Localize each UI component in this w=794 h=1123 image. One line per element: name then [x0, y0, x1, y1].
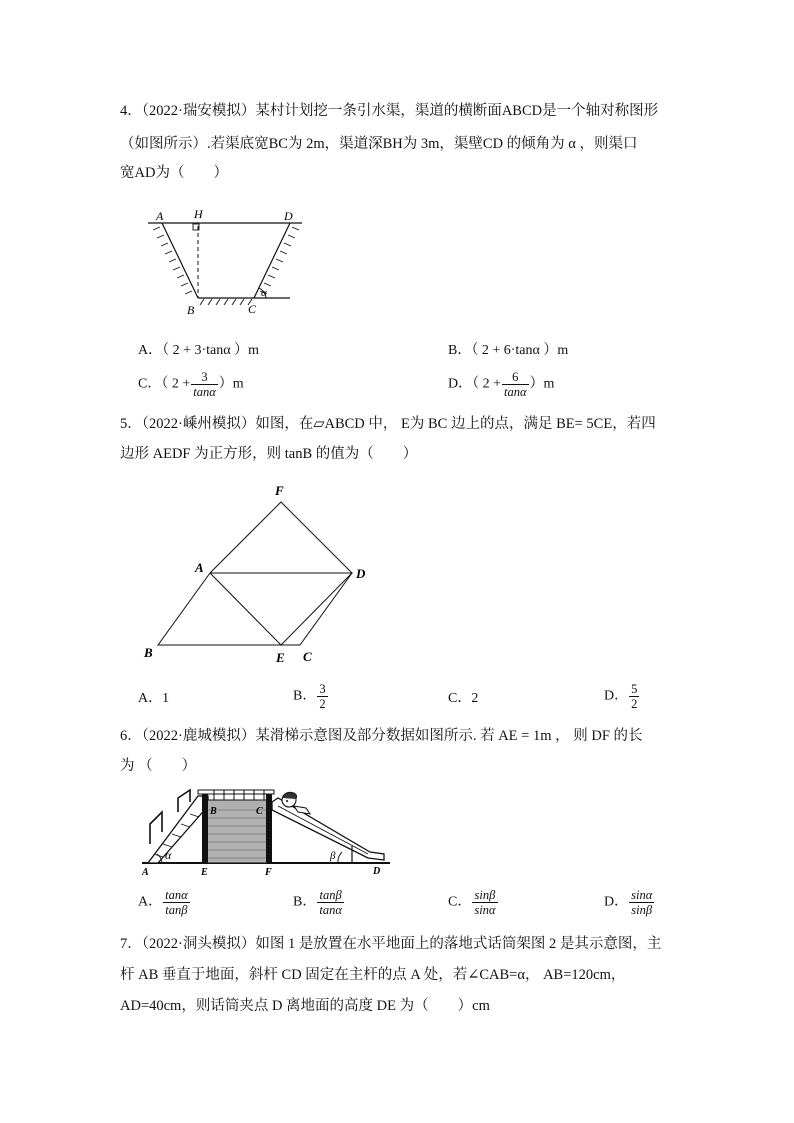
q6-option-b-prefix: B． — [293, 894, 317, 910]
q5-option-c[interactable]: C．2 — [448, 691, 479, 706]
q5-label-E: E — [276, 650, 285, 665]
q4-option-c-fraction: $\frac{3}{\tan\alpha}$ — [193, 370, 216, 399]
q4-stem-line-2: （如图所示）.若渠底宽BC为 2m，渠道深BH为 3m，渠壁CD 的倾角为 α ，则渠口 — [120, 136, 638, 152]
q5-parallelogram-figure — [138, 478, 378, 668]
q5-label-B: B — [144, 645, 153, 660]
q5-stem-line-2: 边形 AEDF 为正方形，则 tanB 的值为（ ） — [120, 446, 418, 462]
q4-wall-AB — [162, 223, 198, 298]
q5-option-b[interactable] — [293, 682, 329, 711]
q4-option-d-suffix: ）m — [529, 376, 555, 392]
q4-option-c[interactable] — [138, 370, 244, 399]
q6-option-b[interactable] — [293, 888, 345, 917]
q6-option-a-fraction: $\frac{\tan\alpha}{\tan\beta}$ — [165, 888, 188, 917]
q6-option-b-fraction: $\frac{\tan\beta}{\tan\alpha}$ — [319, 888, 342, 917]
q5-label-D: D — [356, 566, 366, 581]
q5-option-d-prefix: D． — [604, 688, 629, 704]
q4-option-c-prefix: C．（ 2 + — [138, 376, 191, 392]
q5-option-d[interactable] — [604, 682, 640, 711]
q4-label-A: A — [156, 209, 164, 223]
q6-label-E: E — [201, 867, 208, 878]
q5-option-a[interactable]: A．1 — [138, 691, 170, 706]
q6-option-a-prefix: A． — [138, 894, 163, 910]
q7-stem-line-2: 杆 AB 垂直于地面，斜杆 CD 固定在主杆的点 A 处，若∠CAB=α， AB=120cm， — [120, 967, 626, 983]
q4-label-D: D — [284, 209, 293, 223]
q5-stem-line-1: 5．（2022·嵊州模拟）如图，在▱ABCD 中， E为 BC 边上的点，满足 BE= 5CE，若四 — [120, 416, 656, 432]
q4-option-d[interactable] — [448, 370, 554, 399]
q6-label-beta: β — [330, 850, 336, 862]
q6-label-C: C — [256, 806, 263, 817]
q4-wall-CD — [254, 223, 290, 298]
q6-label-F: F — [265, 867, 272, 878]
q5-label-A: A — [195, 560, 204, 575]
q4-label-C: C — [248, 302, 257, 316]
q4-option-d-prefix: D．（ 2 + — [448, 376, 502, 392]
q6-option-c-prefix: C． — [448, 894, 472, 910]
q6-option-c-fraction: $\frac{\sin\beta}{\sin\alpha}$ — [474, 888, 496, 917]
q5-option-d-fraction: $\frac{5}{2}$ — [631, 682, 638, 711]
q6-stem-line-1: 6．（2022·鹿城模拟）某滑梯示意图及部分数据如图所示. 若 AE = 1m ， 则 DF 的长 — [120, 728, 643, 744]
q5-option-b-prefix: B． — [293, 688, 317, 704]
q6-label-A: A — [142, 867, 149, 878]
q7-stem-line-3: AD=40cm，则话筒夹点 D 离地面的高度 DE 为（ ）cm — [120, 998, 490, 1014]
q4-option-d-fraction: $\frac{6}{\tan\alpha}$ — [504, 370, 527, 399]
q6-label-B: B — [210, 806, 217, 817]
q4-label-B: B — [187, 303, 195, 317]
q5-option-b-fraction: $\frac{3}{2}$ — [319, 682, 326, 711]
q5-parallelogram-ABCD — [158, 573, 352, 645]
q4-stem-line-1: 4．（2022·瑞安模拟）某村计划挖一条引水渠，渠道的横断面ABCD是一个轴对称图形 — [120, 103, 659, 119]
q6-option-c[interactable] — [448, 888, 499, 917]
q5-label-C: C — [303, 649, 312, 664]
q4-option-b[interactable]: B．（ 2 + 6·tanα ）m — [448, 343, 569, 358]
q6-stem-line-2: 为 （ ） — [120, 758, 197, 774]
q4-label-H: H — [194, 207, 203, 221]
q6-label-alpha: α — [165, 848, 172, 862]
q7-stem-line-1: 7．（2022·洞头模拟）如图 1 是放置在水平地面上的落地式话筒架图 2 是其示意图，主 — [120, 936, 662, 952]
q6-label-D: D — [373, 866, 381, 877]
q4-option-c-suffix: ）m — [218, 376, 244, 392]
q6-option-d-prefix: D． — [604, 894, 629, 910]
q6-option-d-fraction: $\frac{\sin\alpha}{\sin\beta}$ — [631, 888, 653, 917]
q6-slide-figure — [138, 784, 400, 880]
q6-option-a[interactable] — [138, 888, 191, 917]
q4-canal-figure — [140, 200, 320, 322]
q4-stem-line-3: 宽AD为（ ） — [120, 165, 228, 181]
q4-option-a[interactable]: A．（ 2 + 3·tanα ）m — [138, 343, 259, 358]
q6-option-d[interactable] — [604, 888, 655, 917]
q4-label-alpha: α — [261, 287, 267, 299]
q5-label-F: F — [275, 483, 284, 498]
